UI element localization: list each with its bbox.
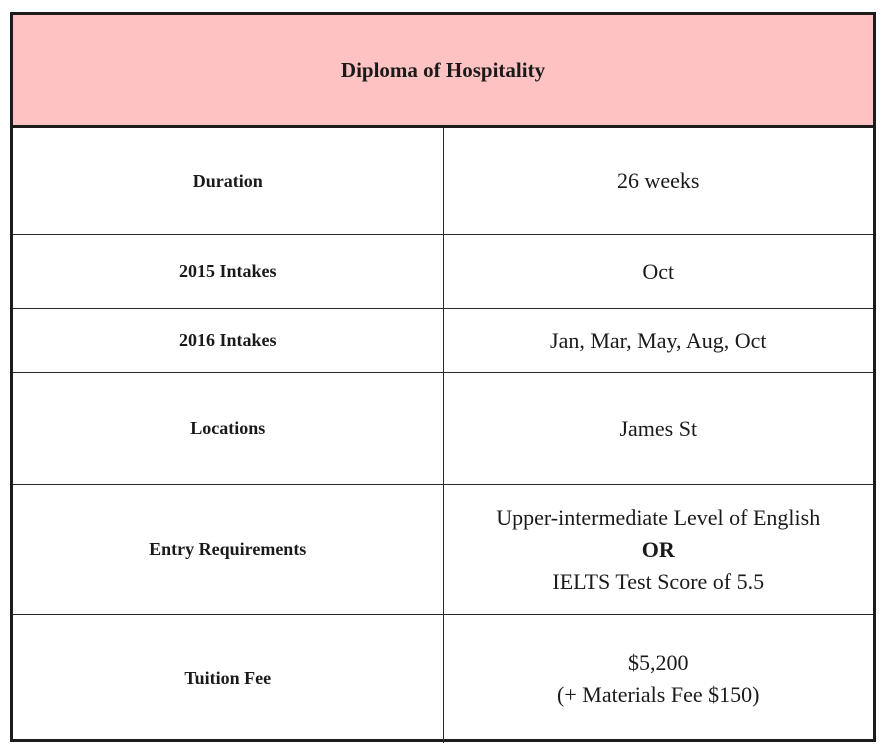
table-row-duration xyxy=(13,127,873,235)
course-info-table-frame xyxy=(10,12,876,742)
intakes-2015-label: 2015 Intakes xyxy=(13,235,443,309)
duration-label: Duration xyxy=(13,127,443,235)
entry-requirement-or: OR xyxy=(641,536,675,562)
locations-label: Locations xyxy=(13,373,443,485)
table-row-tuition-fee xyxy=(13,615,873,743)
tuition-fee-value xyxy=(443,615,873,743)
table-row-locations xyxy=(13,373,873,485)
course-title: Diploma of Hospitality xyxy=(13,15,873,127)
intakes-2016-label: 2016 Intakes xyxy=(13,309,443,373)
course-info-table xyxy=(13,15,873,743)
table-row-2016-intakes xyxy=(13,309,873,373)
entry-requirement-english: Upper-intermediate Level of English xyxy=(496,504,821,530)
tuition-fee-amount: $5,200 xyxy=(628,649,689,675)
intakes-2015-value: Oct xyxy=(443,235,873,309)
entry-requirements-value xyxy=(443,485,873,615)
table-row-entry-requirements xyxy=(13,485,873,615)
tuition-fee-label: Tuition Fee xyxy=(13,615,443,743)
duration-value: 26 weeks xyxy=(443,127,873,235)
table-row-2015-intakes xyxy=(13,235,873,309)
materials-fee-note: (+ Materials Fee $150) xyxy=(557,681,760,707)
entry-requirements-label: Entry Requirements xyxy=(13,485,443,615)
intakes-2016-value: Jan, Mar, May, Aug, Oct xyxy=(443,309,873,373)
locations-value: James St xyxy=(443,373,873,485)
entry-requirement-ielts: IELTS Test Score of 5.5 xyxy=(552,568,765,594)
table-title-row xyxy=(13,15,873,127)
